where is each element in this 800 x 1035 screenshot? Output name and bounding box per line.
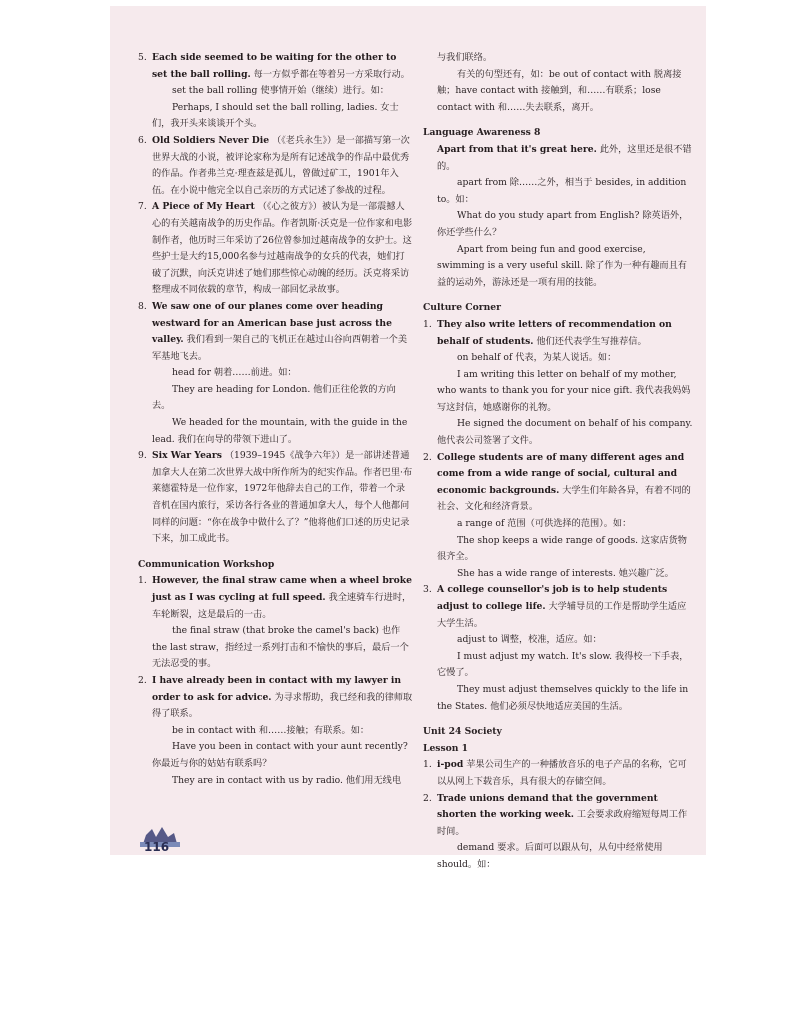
note-title: i-pod bbox=[437, 759, 464, 771]
note-example: They are in contact with us by radio. 他们用无线电 bbox=[172, 774, 402, 786]
note-definition: demand 要求。后面可以跟从句，从句中经常使用 should。如： bbox=[437, 842, 663, 870]
note-item: 6. Old Soldiers Never Die （《老兵永生》）是一部描写第一次世界大战的小说，被评论家称为是所有记述战争的作品中最优秀的作品。作者弗兰克·理查兹是孤儿，曾做过矿工，1901年入伍。在小说中他完全以自己亲历的方式记述了参战的过程。 bbox=[138, 134, 410, 196]
note-item: 5. Each side seemed to be waiting for the other to set the ball rolling. 每一方似乎都在等着另一方采取行动。 bbox=[138, 52, 410, 80]
note-title: We saw one of our planes come over heading westward for an American base just across the valley. bbox=[152, 300, 392, 346]
note-item: 1. However, the final straw came when a wheel broke just as I was cycling at full speed. 我全速骑车行进时，车轮断裂，这是最后的一击。 bbox=[138, 575, 412, 620]
note-item: 9. Six War Years （1939–1945《战争六年》）是一部讲述普通加拿大人在第二次世界大战中所作所为的纪实作品。作者巴里·布莱德霍特是一位作家，1972年他辞去自己的工作，带着一个录音机在国内旅行，采访各行各业的普通加拿大人，每个人他都问同样的问题：“你在战争中做什么了？”他将他们口述的历史记录下来，加工成此书。 bbox=[138, 450, 413, 545]
note-example: I must adjust my watch. It's slow. 我得校一下手表，它慢了。 bbox=[437, 650, 689, 679]
note-example: She has a wide range of interests. 她兴趣广泛。 bbox=[457, 567, 674, 579]
note-title: A Piece of My Heart bbox=[152, 201, 255, 213]
note-definition: on behalf of 代表，为某人说话。如： bbox=[457, 352, 617, 364]
note-item: 7. A Piece of My Heart （《心之彼方》）被认为是一部震撼人心的有关越南战争的历史作品。作者凯斯·沃克是一位作家和电影制作者，他历时三年采访了26位曾参加过越南战争的女护士。这些护士是大约15,000名参与过越南战争的女兵的代表，她们打破了沉默，向沃克讲述了她们那些惊心动魄的经历。沃克将采访整理成不同依载的章节，构成一部回忆录故事。 bbox=[138, 201, 413, 296]
related-phrases: 有关的句型还有，如：be out of contact with 脱离接触；have contact with 接触到，和……有联系；lose contact with 和……失去联系，离开。 bbox=[437, 68, 682, 113]
right-column bbox=[423, 50, 693, 874]
left-column bbox=[138, 50, 413, 789]
note-definition: a range of 范围（可供选择的范围）。如： bbox=[457, 518, 632, 530]
note-example: The shop keeps a wide range of goods. 这家店货物很齐全。 bbox=[437, 534, 687, 563]
note-item: 2. College students are of many different ages and come from a wide range of social, cultural and economic backgrounds. 大学生们年龄各异，有着不同的社会、文化和经济背景。 bbox=[423, 451, 691, 513]
note-definition: head for 朝着……前进。如： bbox=[172, 367, 297, 379]
note-item: 2. I have already been in contact with my lawyer in order to ask for advice. 为寻求帮助，我已经和我的律师取得了联系。 bbox=[138, 674, 413, 720]
note-title: Apart from that it's great here. bbox=[437, 143, 597, 155]
note-title: However, the final straw came when a wheel broke just as I was cycling at full speed. bbox=[152, 575, 412, 603]
note-example: Have you been in contact with your aunt recently? 你最近与你的姑姑有联系吗？ bbox=[152, 741, 408, 769]
note-title: Old Soldiers Never Die bbox=[152, 134, 270, 146]
note-definition: the final straw (that broke the camel's back) 也作 the last straw，指经过一系列打击和不愉快的事后，最后一个无法忍受的事。 bbox=[152, 625, 409, 670]
note-example: We headed for the mountain, with the guide in the lead. 我们在向导的带领下进山了。 bbox=[152, 417, 408, 445]
note-definition: adjust to 调整，校准，适应。如： bbox=[457, 634, 602, 646]
lesson-heading: Lesson 1 bbox=[423, 742, 469, 754]
continued-text: 与我们联络。 bbox=[437, 52, 493, 63]
note-example: I am writing this letter on behalf of my mother, who wants to thank you for your nice gift. 我代表我妈妈写这封信，她感谢你的礼物。 bbox=[437, 368, 691, 413]
note-example: Perhaps, I should set the ball rolling, ladies. 女士们，我开头来谈谈开个头。 bbox=[152, 101, 399, 130]
note-definition: set the ball rolling 使事情开始（继续）进行。如： bbox=[172, 85, 389, 97]
note-example: What do you study apart from English? 除英语外，你还学些什么？ bbox=[437, 210, 689, 238]
note-title: Six War Years bbox=[152, 450, 222, 462]
note-title: They also write letters of recommendation on behalf of students. bbox=[437, 318, 672, 347]
note-item: 1. i-pod 苹果公司生产的一种播放音乐的电子产品的名称，它可以从网上下载音乐，具有很大的存储空间。 bbox=[423, 759, 687, 787]
note-example: They are heading for London. 他们正往伦敦的方向去。 bbox=[152, 383, 396, 412]
note-item: 3. A college counsellor's job is to help students adjust to college life. 大学辅导员的工作是帮助学生适应大学生活。 bbox=[423, 584, 687, 629]
unit-heading: Unit 24 Society bbox=[423, 726, 502, 738]
note-item: 8. We saw one of our planes come over heading westward for an American base just across the valley. 我们看到一架自己的飞机正在越过山谷向西朝着一个美军基地飞去。 bbox=[138, 300, 408, 362]
section-heading: Language Awareness 8 bbox=[423, 127, 541, 139]
note-item: 1. They also write letters of recommendation on behalf of students. 他们还代表学生写推荐信。 bbox=[423, 318, 672, 347]
note-title: College students are of many different ages and come from a wide range of social, cultural and economic backgrounds. bbox=[437, 451, 685, 496]
section-heading: Culture Corner bbox=[423, 302, 501, 314]
note-title: Trade unions demand that the government shorten the working week. bbox=[437, 792, 658, 821]
section-heading: Communication Workshop bbox=[138, 558, 275, 570]
note-title: I have already been in contact with my lawyer in order to ask for advice. bbox=[152, 674, 402, 703]
note-item: 2. Trade unions demand that the government shorten the working week. 工会要求政府缩短每周工作时间。 bbox=[423, 792, 688, 837]
page-number: 116 bbox=[144, 840, 170, 854]
note-item: Apart from that it's great here. 此外，这里还是很不错的。 bbox=[437, 143, 692, 172]
book-page bbox=[110, 6, 706, 870]
note-definition: be in contact with 和……接触；有联系。如： bbox=[172, 724, 370, 736]
page-footer bbox=[110, 829, 706, 855]
note-definition: apart from 除……之外，相当于 besides, in addition to。如： bbox=[437, 177, 687, 205]
note-title: A college counsellor's job is to help students adjust to college life. bbox=[437, 584, 668, 612]
note-title: Each side seemed to be waiting for the other to set the ball rolling. bbox=[152, 52, 397, 80]
note-example: They must adjust themselves quickly to the life in the States. 他们必须尽快地适应美国的生活。 bbox=[437, 683, 689, 712]
note-example: Apart from being fun and good exercise, swimming is a very useful skill. 除了作为一种有趣而且有益的运动外，游泳还是一项有用的技能。 bbox=[437, 243, 687, 288]
note-example: He signed the document on behalf of his company. 他代表公司签署了文件。 bbox=[437, 418, 693, 447]
